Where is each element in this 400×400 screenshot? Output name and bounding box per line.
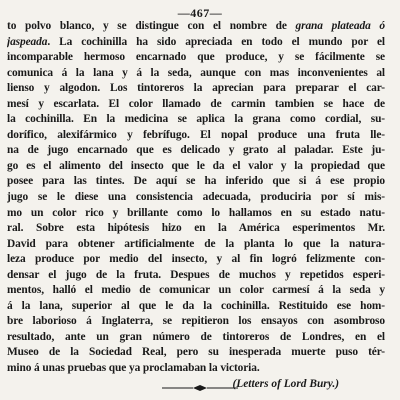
line-text: leza produce por medio del insecto, y al fin logró felizmente con- (7, 253, 385, 266)
text-line (7, 50, 385, 66)
line-text: mino á unas pruebas que ya proclamaban la victoria. (7, 362, 260, 375)
text-line (7, 66, 385, 82)
line-text: á la lana, superior al que le da la cochinilla. Restituido ese hom- (7, 299, 385, 312)
text-line (7, 81, 385, 97)
line-text: jugo se le diese una consistencia adecuada, produciria por sí mis- (7, 191, 385, 204)
text-line (7, 268, 385, 284)
line-text: David para obtener artificialmente de la planta lo que la natura- (7, 237, 385, 250)
line-text: la cochinilla. En la medicina se aplica la grana como cordial, su- (7, 113, 385, 126)
text-line (7, 252, 385, 268)
line-text: Museo de la Sociedad Real, pero su inesperada muerte puso tér- (7, 346, 385, 359)
line-text: mentos, halló el medio de comunicar un color carmesí á la seda y (7, 284, 385, 297)
line-text: resultado, ante un gran número de tintoreros de Londres, en el (7, 330, 385, 343)
text-line (7, 221, 385, 237)
text-line (7, 237, 385, 253)
text-line (7, 35, 385, 51)
source-attribution: (Letters of Lord Bury.) (232, 377, 339, 390)
text-line (7, 299, 385, 315)
text-line (7, 97, 385, 113)
decorative-rule-ornament (160, 383, 240, 393)
text-line (7, 143, 385, 159)
ornament-center-diamond (193, 385, 207, 391)
page-number: —467— (177, 6, 223, 20)
line-text: mesí y escarlata. El color llamado de carmin tambien se hace de (7, 97, 385, 110)
text-line (7, 19, 385, 35)
line-text: go es el alimento del insecto que le da el valor y la propiedad que (7, 159, 385, 172)
line-text: dorífico, alexifármico y febrífugo. El nopal produce una fruta lle- (7, 128, 385, 141)
line-text: comunica á la lana y á la seda, aunque con mas inconvenientes al (7, 66, 385, 79)
line-text: to polvo blanco, y se distingue con el nombre de (7, 20, 296, 32)
line-text: lienso y algodon. Los tintoreros la aprecian para preparar el car- (7, 82, 385, 95)
text-line (7, 159, 385, 175)
text-line (7, 330, 385, 346)
text-line (7, 174, 385, 190)
text-line (7, 190, 385, 206)
line-italic-text: grana plateada ó (295, 20, 385, 32)
line-text: ral. Sobre esta hipótesis hizo en la América esperimentos Mr. (7, 222, 385, 235)
text-line (7, 128, 385, 144)
line-text: bre laborioso á Inglaterra, se repitieron los ensayos con asombroso (7, 315, 385, 328)
line-text: densar el jugo de la fruta. Despues de muchos y repetidos esperi- (7, 268, 385, 281)
text-line (7, 361, 385, 377)
text-line (7, 314, 385, 330)
line-text: na de jugo encarnado que es delicado y grato al paladar. Este ju- (7, 144, 385, 157)
text-line (7, 345, 385, 361)
line-italic-text: jaspeada (7, 35, 48, 48)
text-line (7, 206, 385, 222)
line-text: posee para las tintes. De aquí se ha inferido que si á ese propio (7, 175, 385, 188)
line-text: mo un color rico y brillante como lo hallamos en su estado natu- (7, 206, 385, 219)
line-text-after: . La cochinilla ha sido apreciada en todo el mundo por el (47, 35, 385, 48)
paragraph-lines (7, 19, 385, 377)
body-paragraph (7, 19, 385, 392)
line-text: incomparable hermoso encarnado que produce, y se fácilmente se (7, 51, 385, 64)
text-line (7, 283, 385, 299)
text-line (7, 112, 385, 128)
